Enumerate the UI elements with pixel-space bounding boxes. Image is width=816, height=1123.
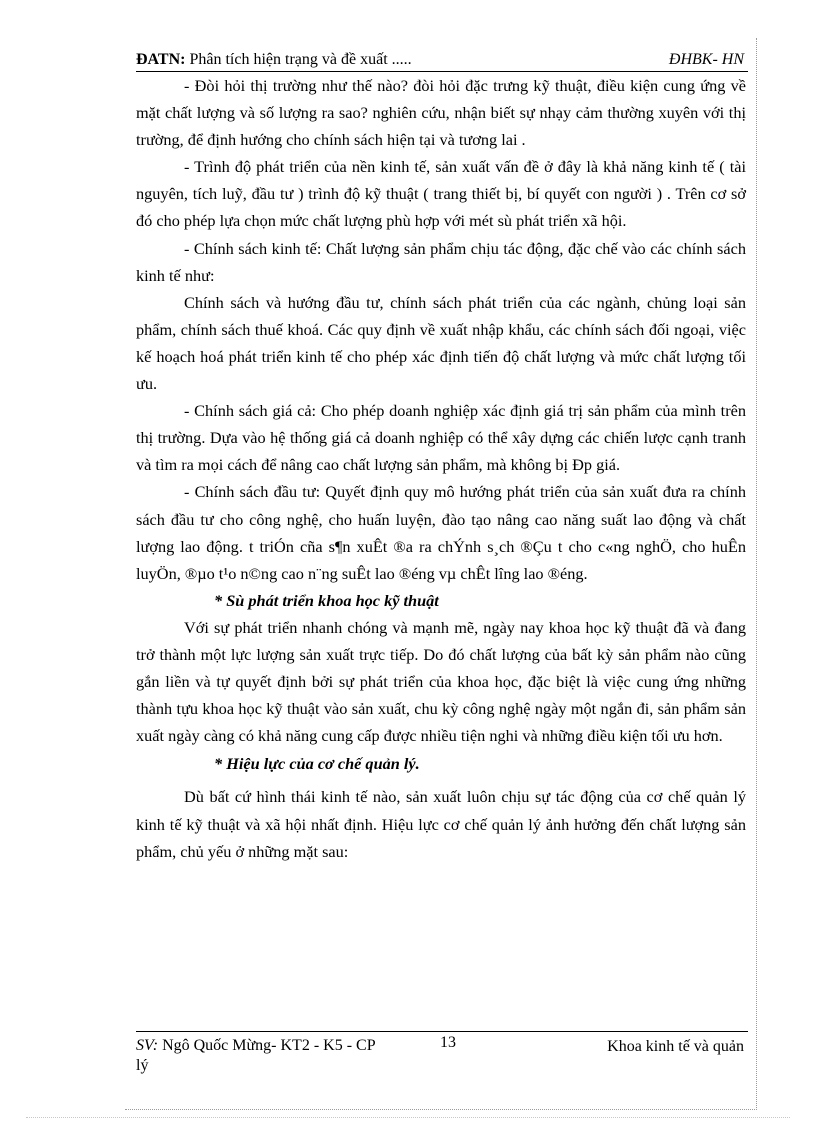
footer-sv-label: SV:	[136, 1037, 159, 1054]
paragraph: - Chính sách giá cả: Cho phép doanh nghiệp xác định giá trị sản phẩm của mình trên thị trường. Dựa vào hệ thống giá cả doanh nghiệp có thể xây dựng các chiến lược cạnh tranh và tìm ra mọi cách để nâng cao chất lượng sản phẩm, mà không bị Ðp giá.	[136, 401, 746, 475]
paragraph: Với sự phát triển nhanh chóng và mạnh mẽ, ngày nay khoa học kỹ thuật đã và đang trở thành một lực lượng sản xuất trực tiếp. Do đó chất lượng của bất kỳ sản phẩm nào cũng gắn liền và tự quyết định bởi sự phát triển của khoa học, đặc biệt là việc cung ứng những thành tựu khoa học kỹ thuật vào sản xuất, chu kỳ công nghệ ngày một ngắn đi, sản phẩm sản xuất ngày càng có khả năng cung cấp được nhiều tiện nghi và những điều kiện tối ưu hơn.	[136, 617, 746, 746]
header-school: ĐHBK- HN	[668, 51, 744, 68]
paragraph: Chính sách và hướng đầu tư, chính sách phát triển của các ngành, chủng loại sản phẩm, chính sách thuế khoá. Các quy định về xuất nhập khẩu, các chính sách đối ngoại, việc kế hoạch hoá phát triển kinh tế cho phép xác định tiến độ chất lượng và mức chất lượng tối ưu.	[136, 292, 746, 394]
header-title: Phân tích hiện trạng và đề xuất .....	[185, 51, 412, 68]
paragraph: - Trình độ phát triển của nền kinh tế, sản xuất vấn đề ở đây là khả năng kinh tế ( tài nguyên, tích luỹ, đầu tư ) trình độ kỹ thuật ( trang thiết bị, bí quyết con người ) . Trên cơ sở đó cho phép lựa chọn mức chất lượng phù hợp với mét sù phát triển xã hội.	[136, 157, 746, 231]
footer-department: Khoa kinh tế và quản	[607, 1038, 744, 1055]
header-label: ĐATN:	[136, 51, 186, 68]
paragraph: - Đòi hỏi thị trường như thế nào? đòi hỏi đặc trưng kỹ thuật, điều kiện cung ứng về mặt chất lượng và số lượng ra sao? nghiên cứu, nhận biết sự nhạy cảm thường xuyên với thị trường, để định hướng cho chính sách hiện tại và tương lai .	[136, 76, 746, 150]
page-number: 13	[440, 1034, 456, 1051]
document-body	[136, 72, 746, 865]
page-header	[136, 50, 748, 72]
paragraph: - Chính sách đầu tư: Quyết định quy mô hướng phát triển của sản xuất đưa ra chính sách đầu tư cho công nghệ, cho huấn luyện, đào tạo nâng cao năng suất lao động và chất lượng lao động. t triÓn cña s¶n xuÊt ®a ra chÝnh s¸ch ®Çu t cho c«ng nghÖ, cho huÊn luyÖn, ®µo t¹o n©ng cao n¨ng suÊt lao ®éng vµ chÊt lîng lao ®éng.	[136, 482, 746, 583]
section-heading: * Hiệu lực của cơ chế quản lý.	[214, 754, 420, 774]
footer-student: Ngô Quốc Mừng- KT2 - K5 - CP	[158, 1037, 376, 1054]
paragraph: Dù bất cứ hình thái kinh tế nào, sản xuất luôn chịu sự tác động của cơ chế quản lý kinh tế kỹ thuật và xã hội nhất định. Hiệu lực cơ chế quản lý ảnh hưởng đến chất lượng sản phẩm, chủ yếu ở những mặt sau:	[136, 787, 746, 861]
section-heading: * Sù phát triển khoa học kỹ thuật	[214, 590, 439, 610]
page-edge-rule	[26, 1117, 790, 1118]
paragraph: - Chính sách kinh tế: Chất lượng sản phẩm chịu tác động, đặc chế vào các chính sách kinh tế như:	[136, 238, 746, 285]
footer-student-wrap: lý	[136, 1057, 149, 1074]
page-footer	[136, 1031, 748, 1076]
